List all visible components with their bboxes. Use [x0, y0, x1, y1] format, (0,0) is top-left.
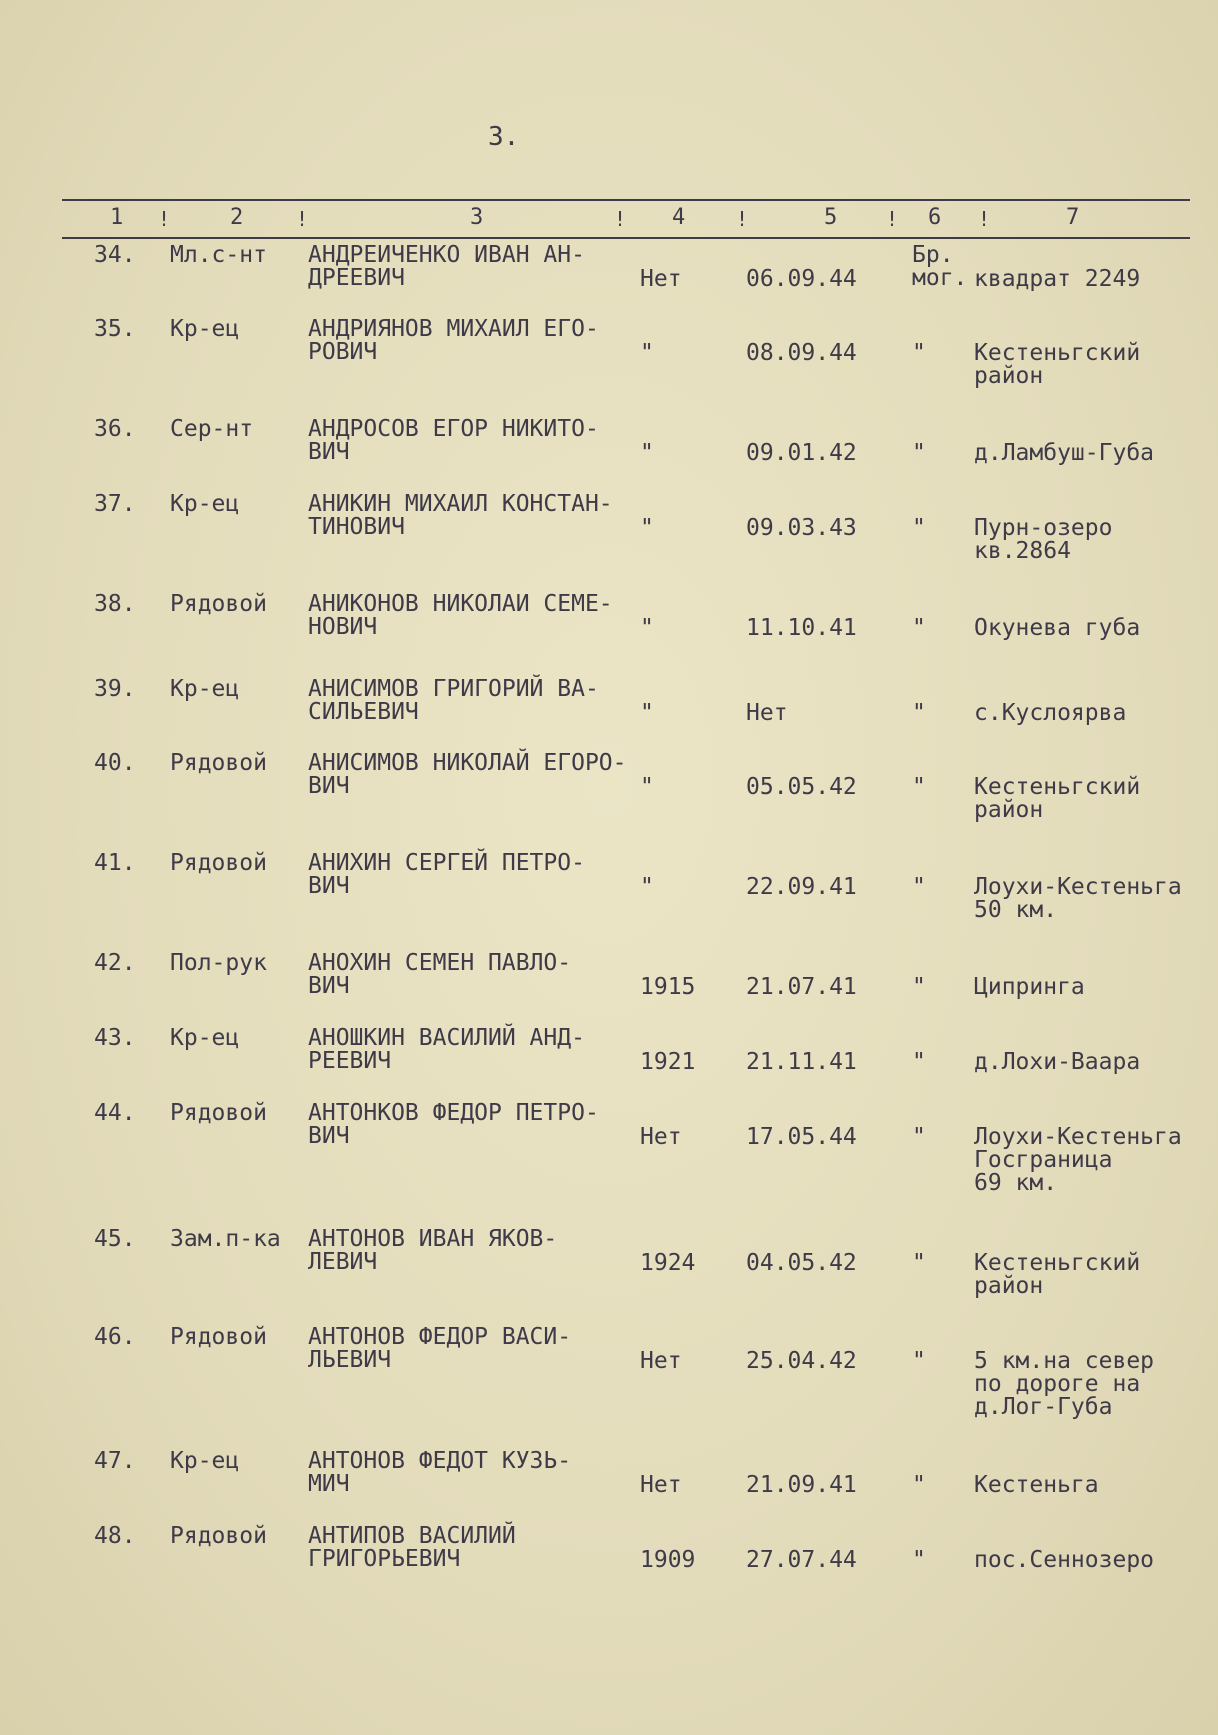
- entry-name: АНИСИМОВ ГРИГОРИЙ ВА- СИЛЬЕВИЧ: [308, 676, 599, 725]
- entry-date: 25.04.42: [746, 1348, 857, 1374]
- table-row: [0, 493, 1218, 573]
- entry-birth-year: 1924: [640, 1250, 696, 1276]
- entry-burial: ": [912, 615, 926, 641]
- entry-birth-year: Нет: [640, 1124, 682, 1150]
- entry-burial: ": [912, 1472, 926, 1498]
- entry-number: 38.: [94, 591, 136, 617]
- entry-number: 44.: [94, 1100, 136, 1126]
- entry-number: 40.: [94, 750, 136, 776]
- table-row: [0, 1027, 1218, 1107]
- col-separator: !: [296, 207, 309, 231]
- entry-rank: Кр-ец: [170, 1025, 240, 1051]
- entry-birth-year: ": [640, 874, 654, 900]
- col-separator: !: [614, 207, 627, 231]
- col-separator: !: [978, 207, 991, 231]
- entry-burial: ": [912, 774, 926, 800]
- entry-name: АНТОНОВ ФЕДОТ КУЗЬ- МИЧ: [308, 1448, 572, 1497]
- entry-place: Кестеньгский район: [974, 1250, 1141, 1299]
- entry-date: 09.03.43: [746, 515, 857, 541]
- entry-birth-year: Нет: [640, 1472, 682, 1498]
- entry-name: АНИКИН МИХАИЛ КОНСТАН- ТИНОВИЧ: [308, 491, 613, 540]
- entry-burial: ": [912, 1049, 926, 1075]
- entry-date: 22.09.41: [746, 874, 857, 900]
- table-row: [0, 1100, 1218, 1196]
- entry-date: 04.05.42: [746, 1250, 857, 1276]
- col-header-3: 3: [470, 205, 484, 230]
- entry-rank: Рядовой: [170, 1324, 267, 1350]
- entry-place: Пурн-озеро кв.2864: [974, 515, 1113, 564]
- entry-place: Кестеньгский район: [974, 774, 1141, 823]
- entry-date: 17.05.44: [746, 1124, 857, 1150]
- col-header-6: 6: [928, 205, 942, 230]
- entry-birth-year: ": [640, 515, 654, 541]
- entry-birth-year: 1909: [640, 1547, 696, 1573]
- entry-name: АНИСИМОВ НИКОЛАЙ ЕГОРО- ВИЧ: [308, 750, 627, 799]
- entry-birth-year: Нет: [640, 1348, 682, 1374]
- entry-name: АНОХИН СЕМЕН ПАВЛО- ВИЧ: [308, 950, 572, 999]
- entry-number: 39.: [94, 676, 136, 702]
- entry-burial: ": [912, 515, 926, 541]
- entry-place: Кестеньга: [974, 1472, 1099, 1498]
- table-row: [0, 678, 1218, 758]
- entry-birth-year: 1915: [640, 974, 696, 1000]
- entry-number: 46.: [94, 1324, 136, 1350]
- col-separator: !: [158, 207, 171, 231]
- entry-burial: ": [912, 1124, 926, 1150]
- col-header-4: 4: [672, 205, 686, 230]
- entry-number: 35.: [94, 316, 136, 342]
- table-row: [0, 952, 1218, 1032]
- entry-place: д.Ламбуш-Губа: [974, 440, 1155, 466]
- entry-rank: Рядовой: [170, 591, 267, 617]
- entry-name: АНТОНОВ ФЕДОР ВАСИ- ЛЬЕВИЧ: [308, 1324, 572, 1373]
- entry-date: 05.05.42: [746, 774, 857, 800]
- entry-rank: Мл.с-нт: [170, 242, 267, 268]
- entry-rank: Кр-ец: [170, 316, 240, 342]
- entry-burial: ": [912, 700, 926, 726]
- entry-rank: Пол-рук: [170, 950, 267, 976]
- entry-burial: ": [912, 340, 926, 366]
- entry-rank: Кр-ец: [170, 491, 240, 517]
- entry-number: 48.: [94, 1523, 136, 1549]
- table-row: [0, 1228, 1218, 1308]
- entry-rank: Кр-ец: [170, 1448, 240, 1474]
- entry-date: 09.01.42: [746, 440, 857, 466]
- entry-number: 45.: [94, 1226, 136, 1252]
- entry-number: 34.: [94, 242, 136, 268]
- entry-birth-year: ": [640, 340, 654, 366]
- entry-place: Кестеньгский район: [974, 340, 1141, 389]
- entry-name: АНДРЕИЧЕНКО ИВАН АН- ДРЕЕВИЧ: [308, 242, 585, 291]
- header-top-rule: [62, 199, 1190, 201]
- entry-number: 41.: [94, 850, 136, 876]
- entry-birth-year: Нет: [640, 266, 682, 292]
- entry-birth-year: 1921: [640, 1049, 696, 1075]
- entry-number: 36.: [94, 416, 136, 442]
- entry-burial: ": [912, 974, 926, 1000]
- entry-place: Окунева губа: [974, 615, 1141, 641]
- entry-place: Ципринга: [974, 974, 1085, 1000]
- entry-rank: Кр-ец: [170, 676, 240, 702]
- entry-burial: ": [912, 1547, 926, 1573]
- entry-name: АНТОНКОВ ФЕДОР ПЕТРО- ВИЧ: [308, 1100, 599, 1149]
- table-row: [0, 593, 1218, 673]
- col-header-7: 7: [1066, 205, 1080, 230]
- entry-name: АНТОНОВ ИВАН ЯКОВ- ЛЕВИЧ: [308, 1226, 558, 1275]
- entry-rank: Зам.п-ка: [170, 1226, 281, 1252]
- entry-birth-year: ": [640, 440, 654, 466]
- col-header-5: 5: [824, 205, 838, 230]
- col-separator: !: [886, 207, 899, 231]
- entry-rank: Рядовой: [170, 850, 267, 876]
- entry-rank: Сер-нт: [170, 416, 254, 442]
- header-bottom-rule: [62, 237, 1190, 239]
- entry-date: Нет: [746, 700, 788, 726]
- entry-burial: ": [912, 1348, 926, 1374]
- entry-birth-year: ": [640, 700, 654, 726]
- entry-place: Лоухи-Кестеньга 50 км.: [974, 874, 1182, 923]
- entry-date: 27.07.44: [746, 1547, 857, 1573]
- entry-date: 21.07.41: [746, 974, 857, 1000]
- page-number: 3.: [488, 122, 520, 152]
- entry-place: Лоухи-Кестеньга Госграница 69 км.: [974, 1124, 1182, 1196]
- entry-birth-year: ": [640, 774, 654, 800]
- entry-place: с.Куслоярва: [974, 700, 1127, 726]
- col-header-2: 2: [230, 205, 244, 230]
- entry-name: АНИКОНОВ НИКОЛАИ СЕМЕ- НОВИЧ: [308, 591, 613, 640]
- entry-burial: ": [912, 874, 926, 900]
- entry-place: квадрат 2249: [974, 266, 1141, 292]
- entry-number: 47.: [94, 1448, 136, 1474]
- table-row: [0, 852, 1218, 932]
- entry-place: д.Лохи-Ваара: [974, 1049, 1141, 1075]
- entry-rank: Рядовой: [170, 1100, 267, 1126]
- entry-name: АНИХИН СЕРГЕЙ ПЕТРО- ВИЧ: [308, 850, 585, 899]
- entry-name: АНОШКИН ВАСИЛИЙ АНД- РЕЕВИЧ: [308, 1025, 585, 1074]
- entry-number: 43.: [94, 1025, 136, 1051]
- entry-name: АНДРИЯНОВ МИХАИЛ ЕГО- РОВИЧ: [308, 316, 599, 365]
- entry-birth-year: ": [640, 615, 654, 641]
- table-row: [0, 752, 1218, 832]
- col-header-1: 1: [110, 205, 124, 230]
- entry-date: 21.09.41: [746, 1472, 857, 1498]
- entry-date: 11.10.41: [746, 615, 857, 641]
- entry-burial: ": [912, 440, 926, 466]
- table-row: [0, 1450, 1218, 1530]
- entry-number: 37.: [94, 491, 136, 517]
- entry-date: 08.09.44: [746, 340, 857, 366]
- table-row: [0, 1525, 1218, 1605]
- table-row: [0, 318, 1218, 398]
- entry-name: АНТИПОВ ВАСИЛИЙ ГРИГОРЬЕВИЧ: [308, 1523, 516, 1572]
- col-separator: !: [736, 207, 749, 231]
- entry-place: пос.Сеннозеро: [974, 1547, 1155, 1573]
- entry-number: 42.: [94, 950, 136, 976]
- entry-rank: Рядовой: [170, 1523, 267, 1549]
- entry-burial: Бр. мог.: [912, 242, 968, 291]
- entry-date: 21.11.41: [746, 1049, 857, 1075]
- table-row: [0, 244, 1218, 324]
- entry-name: АНДРОСОВ ЕГОР НИКИТО- ВИЧ: [308, 416, 599, 465]
- entry-place: 5 км.на север по дороге на д.Лог-Губа: [974, 1348, 1155, 1420]
- table-row: [0, 418, 1218, 498]
- entry-rank: Рядовой: [170, 750, 267, 776]
- entry-burial: ": [912, 1250, 926, 1276]
- entry-date: 06.09.44: [746, 266, 857, 292]
- table-row: [0, 1324, 1218, 1420]
